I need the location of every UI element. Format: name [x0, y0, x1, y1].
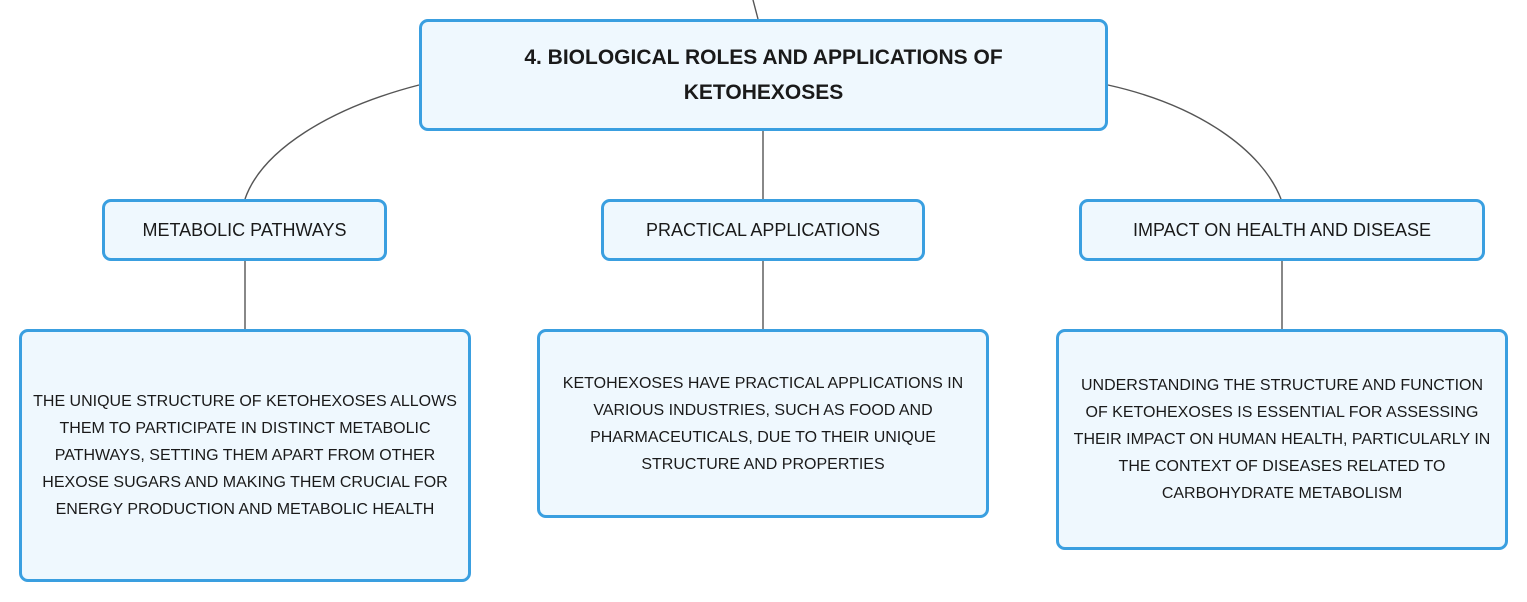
- connector-root-to-impact-on-health: [1108, 85, 1281, 199]
- detail-text: UNDERSTANDING THE STRUCTURE AND FUNCTION OF KETOHEXOSES IS ESSENTIAL FOR ASSESSING THEIR IMPACT ON HUMAN HEALTH, PARTICULARLY IN THE CONTEXT OF DISEASES RELATED TO CARBOHYDRATE METABOLISM: [1073, 377, 1491, 502]
- topic-label: METABOLIC PATHWAYS: [142, 220, 347, 240]
- topic-metabolic-pathways[interactable]: [102, 199, 387, 261]
- topic-label: IMPACT ON HEALTH AND DISEASE: [1132, 220, 1432, 240]
- topic-label: PRACTICAL APPLICATIONS: [645, 220, 881, 240]
- detail-text: THE UNIQUE STRUCTURE OF KETOHEXOSES ALLOWS THEM TO PARTICIPATE IN DISTINCT METABOLIC PATHWAYS, SETTING THEM APART FROM OTHER HEXOSE SUGARS AND MAKING THEM CRUCIAL FOR ENERGY PRODUCTION AND METABOLIC HEALTH: [33, 393, 457, 518]
- detail-impact-on-health-and-disease[interactable]: [1056, 329, 1508, 550]
- connector-parent-to-root: [753, 0, 758, 19]
- topic-practical-applications[interactable]: [601, 199, 925, 261]
- topic-impact-on-health-and-disease[interactable]: [1079, 199, 1485, 261]
- detail-text: KETOHEXOSES HAVE PRACTICAL APPLICATIONS IN VARIOUS INDUSTRIES, SUCH AS FOOD AND PHARMACEUTICALS, DUE TO THEIR UNIQUE STRUCTURE AND PROPERTIES: [562, 374, 964, 473]
- root-topic-title: 4. BIOLOGICAL ROLES AND APPLICATIONS OF KETOHEXOSES: [524, 46, 1003, 104]
- connector-root-to-metabolic-pathways: [245, 85, 419, 199]
- detail-metabolic-pathways[interactable]: [19, 329, 471, 582]
- root-topic-node[interactable]: [419, 19, 1108, 131]
- detail-practical-applications[interactable]: [537, 329, 989, 518]
